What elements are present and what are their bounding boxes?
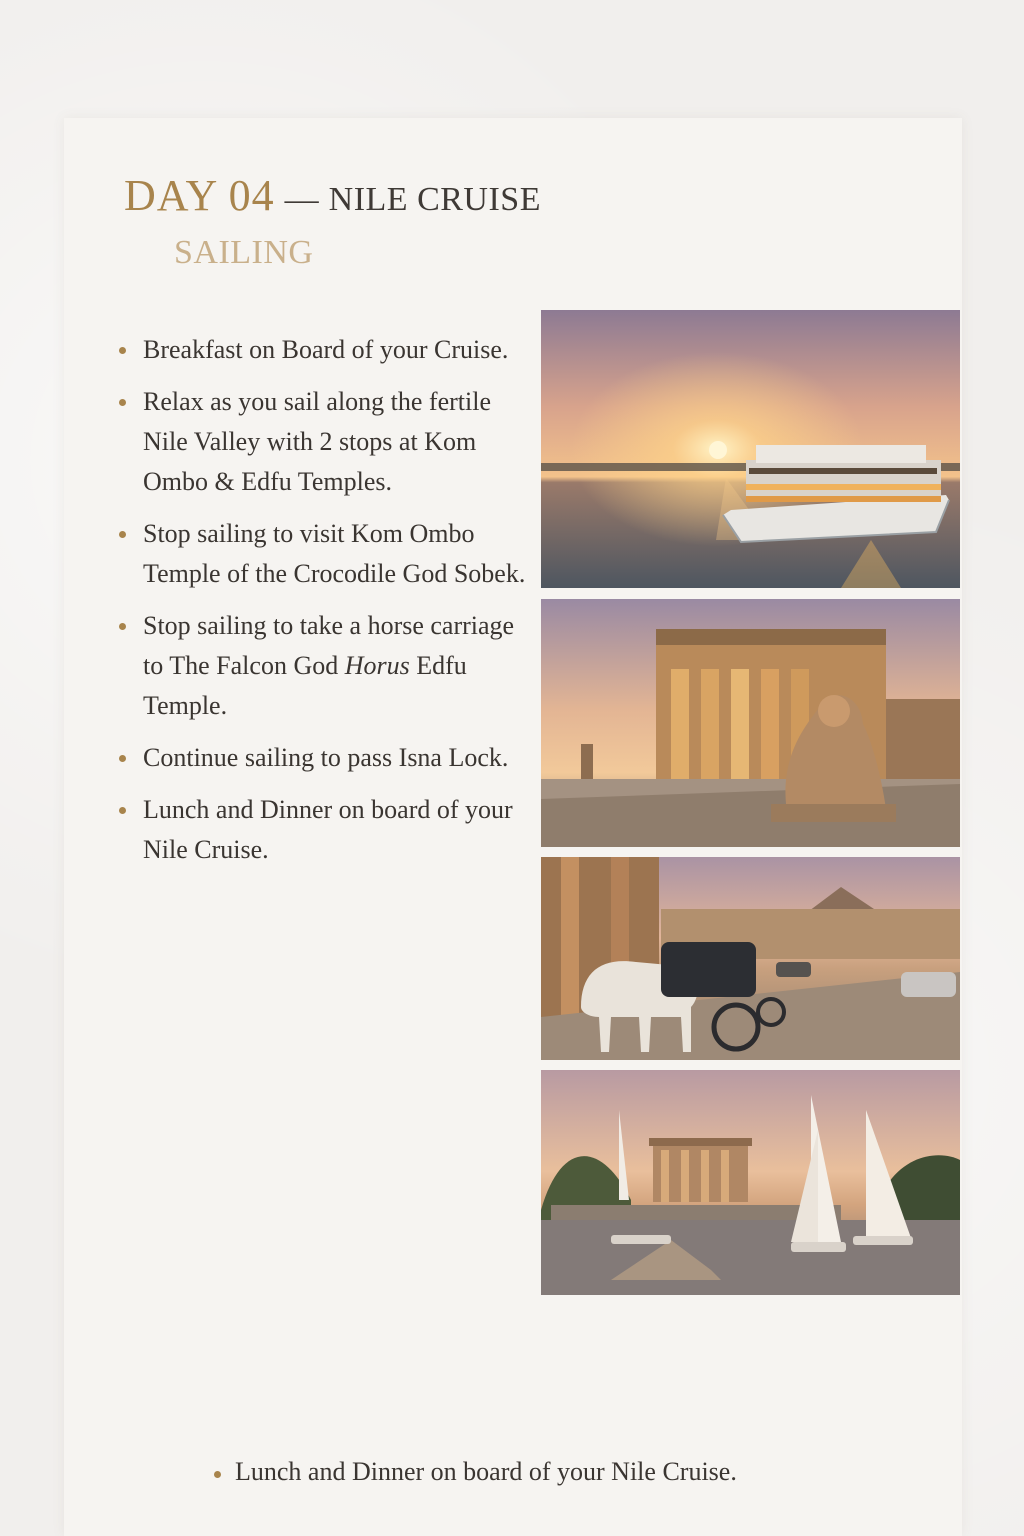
footer-note: Lunch and Dinner on board of your Nile Cruise. xyxy=(214,1454,737,1490)
list-item: Breakfast on Board of your Cruise. xyxy=(116,330,536,370)
list-item: Lunch and Dinner on board of your Nile Cruise. xyxy=(116,790,536,870)
bullet-dot xyxy=(214,1471,221,1478)
felucca-sailboats-temple-photo xyxy=(541,1070,960,1295)
list-item: Stop sailing to take a horse carriage to The Falcon God Horus Edfu Temple. xyxy=(116,606,536,726)
title-text: NILE CRUISE xyxy=(328,181,541,218)
kom-ombo-temple-photo xyxy=(541,599,960,847)
page-title xyxy=(124,170,541,221)
itinerary-list xyxy=(116,330,536,882)
title-dash: — xyxy=(284,181,319,218)
list-item: Relax as you sail along the fertile Nile Valley with 2 stops at Kom Ombo & Edfu Temples. xyxy=(116,382,536,502)
list-item: Continue sailing to pass Isna Lock. xyxy=(116,738,536,778)
list-item: Stop sailing to visit Kom Ombo Temple of the Crocodile God Sobek. xyxy=(116,514,536,594)
page-subtitle: SAILING xyxy=(174,234,314,271)
horse-carriage-edfu-photo xyxy=(541,857,960,1060)
day-number: DAY 04 xyxy=(124,171,275,220)
cruise-ship-sunset-photo xyxy=(541,310,960,588)
